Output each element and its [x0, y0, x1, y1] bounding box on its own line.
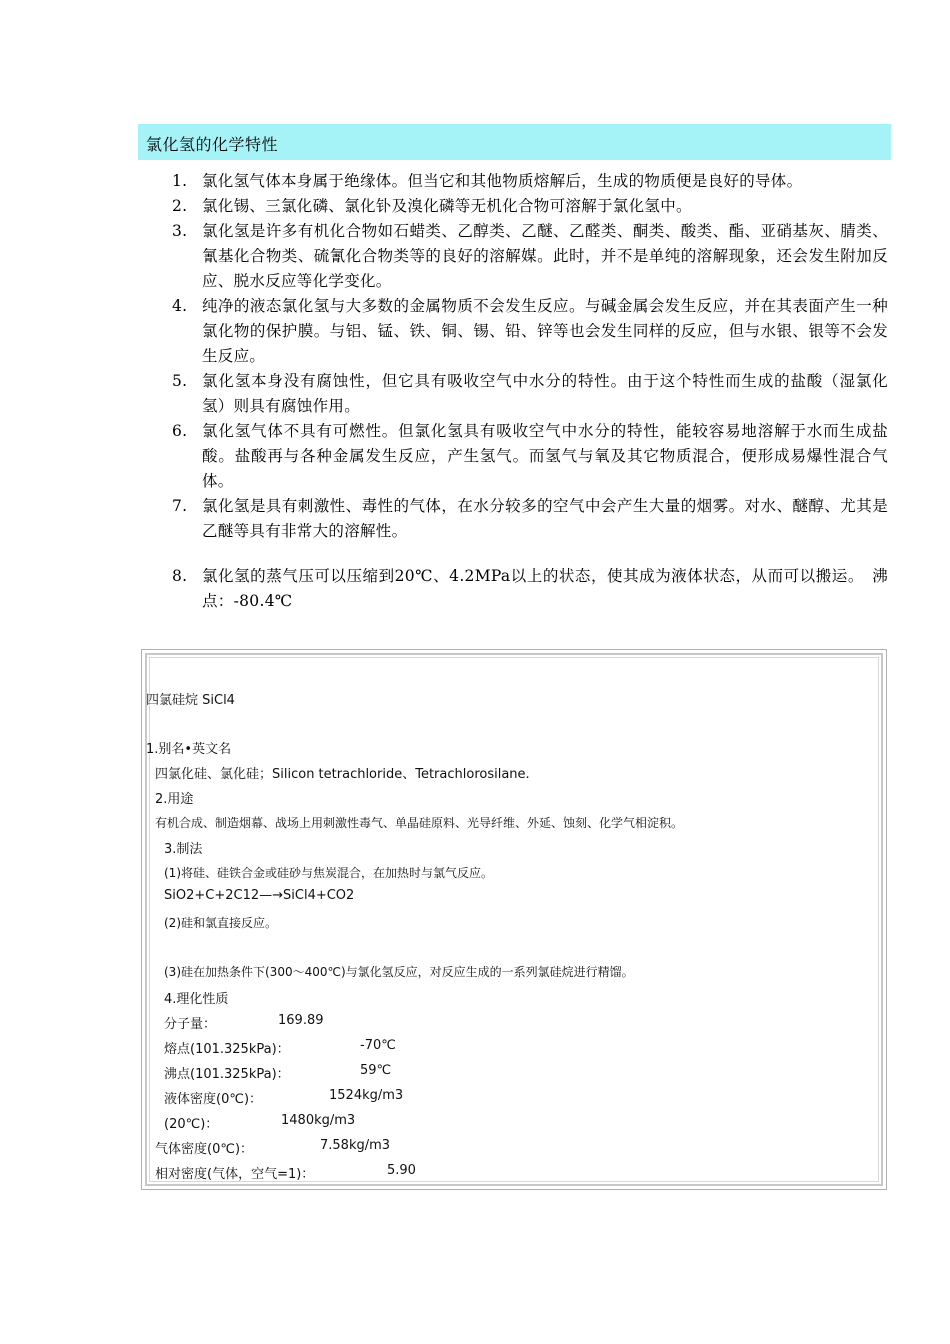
- list-text: 氯化氢气体不具有可燃性。但氯化氢具有吸收空气中水分的特性，能较容易地溶解于水而生成盐酸。盐酸再与各种金属发生反应，产生氢气。而氢气与氧及其它物质混合，便形成易爆性混合气体。: [202, 422, 888, 490]
- list-item: [168, 564, 888, 614]
- list-item: [168, 169, 888, 194]
- melting-point-label: 熔点(101.325kPa)：: [164, 1042, 290, 1057]
- list-number: 1.: [172, 172, 188, 190]
- list-text: 氯化锡、三氯化磷、氯化钋及溴化磷等无机化合物可溶解于氯化氢中。: [202, 197, 692, 215]
- use-text: 有机合成、制造烟幕、战场上用刺激性毒气、单晶硅原料、光导纤维、外延、蚀刻、化学气相淀积。: [155, 816, 684, 830]
- prep-equation: SiO2+C+2C12—→SiCl4+CO2: [164, 888, 355, 903]
- liquid-density-0-label: 液体密度(0℃)：: [164, 1092, 263, 1107]
- prep-step-3: (3)硅在加热条件下(300～400℃)与氯化氢反应，对反应生成的一系列氯硅烷进行精馏。: [164, 965, 634, 979]
- relative-density-label: 相对密度(气体，空气=1)：: [155, 1167, 315, 1182]
- list-item: [168, 219, 888, 294]
- section-header: [138, 124, 891, 160]
- list-item: [168, 294, 888, 369]
- prep-step-1: (1)将硅、硅铁合金或硅砂与焦炭混合，在加热时与氯气反应。: [164, 866, 494, 880]
- molecular-weight-label: 分子量：: [164, 1017, 217, 1032]
- section-title: 氯化氢的化学特性: [146, 135, 279, 154]
- list-text: 氯化氢是许多有机化合物如石蜡类、乙醇类、乙醚、乙醛类、酮类、酸类、酯、亚硝基灰、腈类、氰基化合物类、硫氰化合物类等的良好的溶解媒。此时，并不是单纯的溶解现象，还会发生附加反应、脱水反应等化学变化。: [202, 222, 888, 290]
- melting-point-value: -70℃: [360, 1038, 396, 1053]
- molecular-weight-value: 169.89: [278, 1013, 324, 1028]
- list-item: [168, 419, 888, 494]
- boiling-point-label: 沸点(101.325kPa)：: [164, 1067, 290, 1082]
- phys-heading: 4.理化性质: [164, 992, 229, 1007]
- list-text: 纯净的液态氯化氢与大多数的金属物质不会发生反应。与碱金属会发生反应，并在其表面产生一种氯化物的保护膜。与铝、锰、铁、铜、锡、铅、锌等也会发生同样的反应，但与水银、银等不会发生反应。: [202, 297, 888, 365]
- list-number: 2.: [172, 197, 188, 215]
- list-number: 6.: [172, 422, 188, 440]
- sicl4-title: 四氯硅烷 SiCl4: [146, 693, 235, 708]
- use-heading: 2.用途: [155, 792, 194, 807]
- list-item: [168, 369, 888, 419]
- list-item: [168, 494, 888, 544]
- gas-density-label: 气体密度(0℃)：: [155, 1142, 254, 1157]
- list-text: 氯化氢是具有刺激性、毒性的气体，在水分较多的空气中会产生大量的烟雾。对水、醚醇、尤其是乙醚等具有非常大的溶解性。: [202, 497, 888, 540]
- list-text: 氯化氢气体本身属于绝缘体。但当它和其他物质熔解后，生成的物质便是良好的导体。: [202, 172, 803, 190]
- gas-density-value: 7.58kg/m3: [320, 1138, 391, 1153]
- relative-density-value: 5.90: [387, 1163, 416, 1178]
- liquid-density-20-value: 1480kg/m3: [281, 1113, 356, 1128]
- list-number: 8.: [172, 567, 188, 585]
- liquid-density-0-value: 1524kg/m3: [329, 1088, 404, 1103]
- list-number: 4.: [172, 297, 188, 315]
- boiling-point-value: 59℃: [360, 1063, 392, 1078]
- list-number: 3.: [172, 222, 188, 240]
- prep-heading: 3.制法: [164, 842, 203, 857]
- prep-step-2: (2)硅和氯直接反应。: [164, 916, 277, 930]
- list-number: 5.: [172, 372, 188, 390]
- alias-text: 四氯化硅、氯化硅；Silicon tetrachloride、Tetrachlorosilane.: [155, 767, 530, 782]
- list-item: [168, 194, 888, 219]
- properties-list: [168, 169, 888, 614]
- sicl4-info-box: [141, 649, 887, 1190]
- list-text: 氯化氢的蒸气压可以压缩到20℃、4.2MPa以上的状态，使其成为液体状态，从而可以搬运。 沸点：-80.4℃: [202, 567, 888, 610]
- alias-heading: 1.别名•英文名: [146, 742, 232, 757]
- list-text: 氯化氢本身没有腐蚀性，但它具有吸收空气中水分的特性。由于这个特性而生成的盐酸（湿氯化氢）则具有腐蚀作用。: [202, 372, 888, 415]
- list-number: 7.: [172, 497, 188, 515]
- liquid-density-20-label: (20℃)：: [164, 1117, 219, 1132]
